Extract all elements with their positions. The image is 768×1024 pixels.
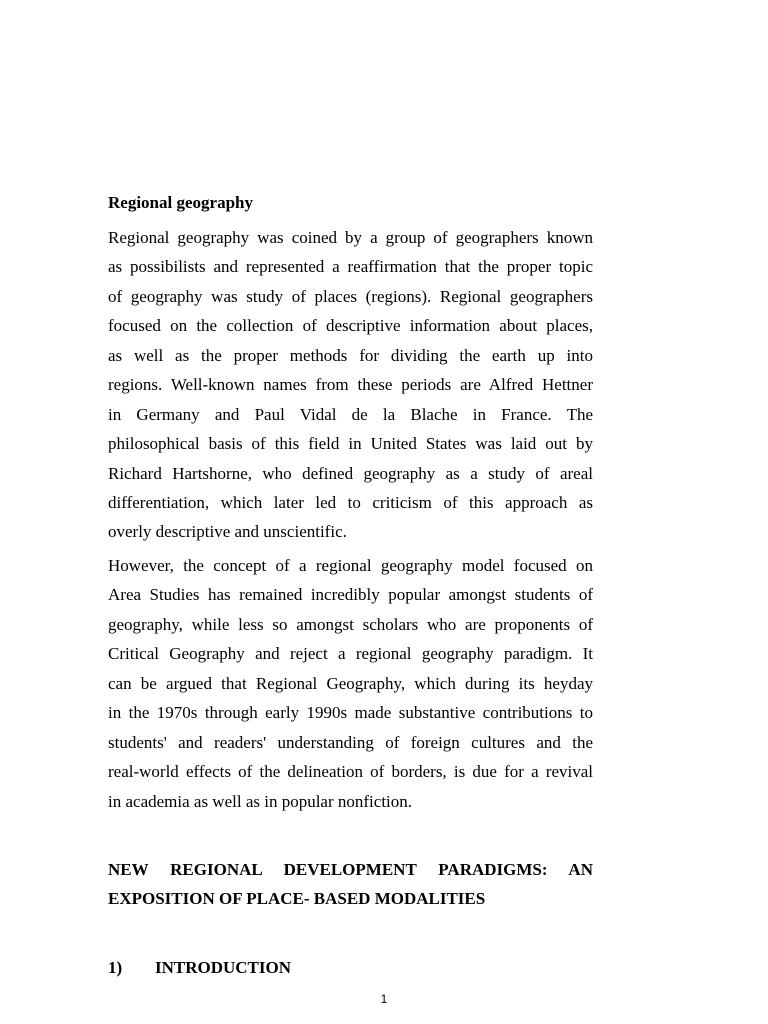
intro-heading-title: INTRODUCTION [155, 958, 292, 977]
paragraph-line: focused on the collection of descriptive information about places, [108, 316, 593, 336]
paragraph-line: in Germany and Paul Vidal de la Blache in France. The [108, 404, 593, 424]
paragraph-line: students' and readers' understanding of foreign cultures and the [108, 732, 593, 752]
paragraph-line: in academia as well as in popular nonfiction. [108, 791, 413, 811]
paragraph-line: can be argued that Regional Geography, which during its heyday [108, 673, 593, 693]
intro-heading [108, 953, 291, 982]
paragraph-regional-geography [108, 223, 593, 547]
paragraph-line: geography, while less so amongst scholars who are proponents of [108, 614, 593, 634]
paragraph-line: regions. Well-known names from these periods are Alfred Hettner [108, 375, 593, 395]
paragraph-line: Area Studies has remained incredibly popular amongst students of [108, 585, 593, 605]
chapter-heading [108, 855, 593, 914]
paragraph-line: as possibilists and represented a reaffirmation that the proper topic [108, 257, 593, 277]
intro-heading-number: 1) [108, 958, 123, 977]
paragraph-line: differentiation, which later led to criticism of this approach as [108, 492, 593, 512]
paragraph-line: philosophical basis of this field in United States was laid out by [108, 434, 593, 454]
paragraph-line: Regional geography was coined by a group of geographers known [108, 228, 593, 247]
paragraph-line: real-world effects of the delineation of borders, is due for a revival [108, 762, 593, 782]
paragraph-line: Richard Hartshorne, who defined geography as a study of areal [108, 463, 593, 483]
paragraph-line: in the 1970s through early 1990s made substantive contributions to [108, 703, 593, 723]
section-title: Regional geography [108, 193, 253, 212]
paragraph-line: However, the concept of a regional geography model focused on [108, 556, 593, 575]
chapter-heading-line: EXPOSITION OF PLACE- BASED MODALITIES [108, 889, 486, 909]
paragraph-line: as well as the proper methods for dividing the earth up into [108, 345, 593, 365]
paragraph-line: overly descriptive and unscientific. [108, 522, 347, 542]
paragraph-line: Critical Geography and reject a regional geography paradigm. It [108, 644, 593, 664]
paragraph-line: of geography was study of places (regions). Regional geographers [108, 286, 593, 306]
chapter-heading-line: NEW REGIONAL DEVELOPMENT PARADIGMS: AN [108, 860, 593, 879]
paragraph-area-studies [108, 551, 593, 816]
page-number: 1 [380, 992, 388, 1006]
